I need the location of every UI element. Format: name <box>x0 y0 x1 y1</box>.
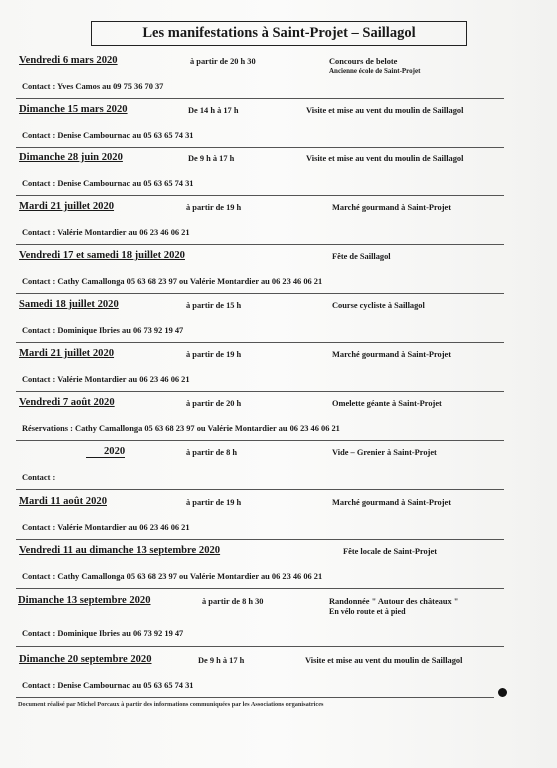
event-contact: Contact : Dominique Ibries au 06 73 92 19 47 <box>22 326 184 335</box>
event-entry <box>16 104 504 152</box>
footer-note: Document réalisé par Michel Porcaux à partir des informations communiquées par les Associations organisatrices <box>18 701 324 708</box>
event-date: Samedi 18 juillet 2020 <box>19 299 119 310</box>
bullet-dot-icon <box>498 688 507 697</box>
event-entry <box>16 152 504 200</box>
divider <box>16 646 504 647</box>
event-entry <box>16 446 504 494</box>
event-date: Vendredi 17 et samedi 18 juillet 2020 <box>19 250 185 261</box>
event-date: Vendredi 6 mars 2020 <box>19 55 118 66</box>
event-entry <box>16 299 504 347</box>
event-date: Vendredi 11 au dimanche 13 septembre 2020 <box>19 545 221 556</box>
event-title: Marché gourmand à Saint-Projet <box>332 350 452 359</box>
event-entry <box>16 250 504 298</box>
event-title: Vide – Grenier à Saint-Projet <box>332 448 437 457</box>
event-date: Dimanche 20 septembre 2020 <box>19 654 152 665</box>
event-title: Fête de Saillagol <box>332 252 391 261</box>
event-entry <box>16 55 504 103</box>
event-date: Dimanche 28 juin 2020 <box>19 152 123 163</box>
divider <box>16 244 504 245</box>
event-time: à partir de 19 h <box>186 350 242 359</box>
divider <box>16 195 504 196</box>
event-time: à partir de 20 h <box>186 399 242 408</box>
event-date: Dimanche 15 mars 2020 <box>19 104 128 115</box>
event-title: Marché gourmand à Saint-Projet <box>332 498 452 507</box>
event-contact: Contact : Cathy Camallonga 05 63 68 23 97 ou Valérie Montardier au 06 23 46 06 21 <box>22 277 323 286</box>
event-contact: Contact : Denise Cambournac au 05 63 65 74 31 <box>22 131 194 140</box>
event-title: Concours de belote <box>329 57 398 66</box>
event-time: à partir de 20 h 30 <box>190 57 256 66</box>
event-contact: Contact : Denise Cambournac au 05 63 65 74 31 <box>22 681 194 690</box>
event-contact: Contact : Yves Camos au 09 75 36 70 37 <box>22 82 164 91</box>
event-entry <box>16 201 504 249</box>
event-date: Dimanche 13 septembre 2020 <box>18 595 151 606</box>
divider <box>16 391 504 392</box>
divider <box>16 293 504 294</box>
event-title: Visite et mise au vent du moulin de Saillagol <box>306 154 464 163</box>
event-entry <box>16 496 504 544</box>
event-entry <box>16 397 504 445</box>
event-time: De 14 h à 17 h <box>188 106 239 115</box>
event-title: Visite et mise au vent du moulin de Saillagol <box>305 656 463 665</box>
event-location: Ancienne école de Saint-Projet <box>329 67 421 75</box>
divider <box>16 98 504 99</box>
event-entry <box>16 545 504 593</box>
event-title: Fête locale de Saint-Projet <box>343 547 438 556</box>
event-entry <box>16 654 504 702</box>
event-date: Mardi 11 août 2020 <box>19 496 107 507</box>
event-entry <box>16 348 504 396</box>
event-time: à partir de 15 h <box>186 301 242 310</box>
event-date: Mardi 21 juillet 2020 <box>19 201 115 212</box>
event-contact: Contact : Valérie Montardier au 06 23 46 06 21 <box>22 375 190 384</box>
event-time: De 9 h à 17 h <box>198 656 245 665</box>
event-title: Marché gourmand à Saint-Projet <box>332 203 452 212</box>
event-contact: Contact : Valérie Montardier au 06 23 46 06 21 <box>22 523 190 532</box>
event-contact: Contact : Dominique Ibries au 06 73 92 19 47 <box>22 629 184 638</box>
event-title: Randonnée " Autour des châteaux " <box>329 597 459 606</box>
divider <box>16 147 504 148</box>
event-title: Visite et mise au vent du moulin de Saillagol <box>306 106 464 115</box>
divider <box>16 697 494 698</box>
event-entry <box>16 595 504 653</box>
event-time: De 9 h à 17 h <box>188 154 235 163</box>
divider <box>16 588 504 589</box>
event-time: à partir de 8 h <box>186 448 238 457</box>
divider <box>16 489 504 490</box>
event-contact: Contact : Valérie Montardier au 06 23 46 06 21 <box>22 228 190 237</box>
event-contact: Contact : Cathy Camallonga 05 63 68 23 97 ou Valérie Montardier au 06 23 46 06 21 <box>22 572 323 581</box>
event-contact: Réservations : Cathy Camallonga 05 63 68 23 97 ou Valérie Montardier au 06 23 46 06 21 <box>22 424 340 433</box>
event-title: Omelette géante à Saint-Projet <box>332 399 442 408</box>
event-date: Vendredi 7 août 2020 <box>19 397 115 408</box>
event-subtitle: En vélo route et à pied <box>329 607 406 616</box>
event-time: à partir de 19 h <box>186 203 242 212</box>
event-time: à partir de 8 h 30 <box>202 597 264 606</box>
divider <box>16 342 504 343</box>
event-contact: Contact : Denise Cambournac au 05 63 65 74 31 <box>22 179 194 188</box>
event-date: Mardi 21 juillet 2020 <box>19 348 115 359</box>
event-time: à partir de 19 h <box>186 498 242 507</box>
event-title: Course cycliste à Saillagol <box>332 301 425 310</box>
page-title: Les manifestations à Saint-Projet – Saillagol <box>91 21 467 46</box>
event-contact: Contact : <box>22 473 56 482</box>
divider <box>16 539 504 540</box>
event-date: 2020 <box>86 446 125 458</box>
divider <box>16 440 504 441</box>
